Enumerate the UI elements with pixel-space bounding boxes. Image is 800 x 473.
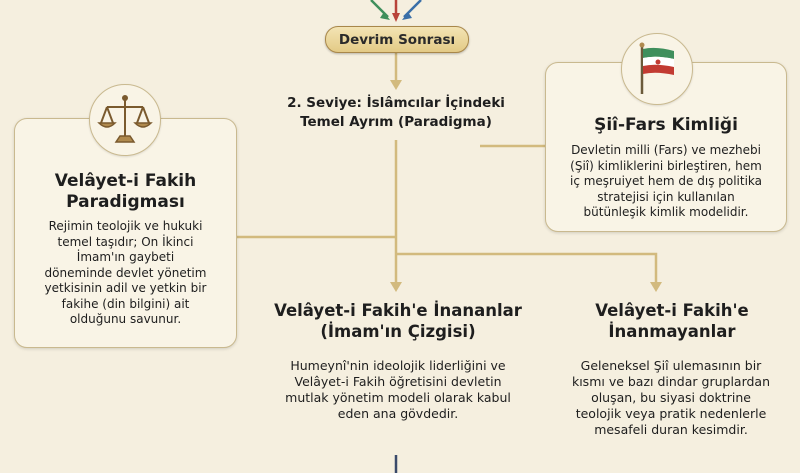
body-line: Velâyet-i Fakih öğretisini devletin — [294, 374, 502, 389]
card-title-line-1: Velâyet-i Fakih — [54, 171, 197, 191]
card-title: Şiî-Fars Kimliği — [594, 115, 738, 135]
title-line-2: (İmam'ın Çizgisi) — [320, 322, 476, 341]
body-line: olduğunu savunur. — [69, 312, 182, 326]
body-line: iç meşruiyet hem de dış politika — [569, 174, 763, 188]
body-line: Rejimin teolojik ve hukuki — [48, 219, 203, 233]
body-line: Geleneksel Şiî ulemasının bir — [580, 358, 762, 373]
body-line: oluşan, bu siyasi doktrine — [591, 390, 751, 405]
body-line: mesafeli duran kesimdir. — [594, 422, 748, 437]
card-body — [554, 143, 778, 221]
body-line: Humeynî'nin ideolojik liderliğini ve — [290, 358, 506, 373]
title-line-2: İnanmayanlar — [608, 322, 736, 341]
card-title-line-2: Paradigması — [66, 192, 185, 212]
badge-label: Devrim Sonrası — [338, 31, 456, 48]
body-line: eden ana gövdedir. — [337, 406, 459, 421]
card-title — [15, 171, 236, 213]
body-line: döneminde devlet yönetim — [44, 265, 207, 280]
body-line: temel taşıdır; On İkinci — [57, 234, 194, 249]
body-line: yetkisinin adil ve yetkin bir — [44, 281, 207, 295]
body-line: stratejisi için kullanılan — [597, 189, 735, 204]
body-line: İmam'ın gaybeti — [76, 250, 175, 264]
iran-flag-icon — [621, 33, 693, 105]
level-line-2: Temel Ayrım (Paradigma) — [300, 114, 492, 130]
body-line: Devletin milli (Fars) ve mezhebi — [571, 143, 761, 157]
devrim-sonrasi-badge — [325, 26, 469, 53]
nonbelievers-title — [572, 300, 772, 342]
title-line-1: Velâyet-i Fakih'e İnananlar — [274, 301, 522, 320]
body-line: (Şiî) kimliklerini birleştiren, hem — [570, 158, 762, 173]
level-heading — [262, 94, 530, 132]
believers-description — [270, 358, 526, 422]
body-line: bütünleşik kimlik modelidir. — [583, 205, 749, 219]
level-line-1: 2. Seviye: İslâmcılar İçindeki — [287, 95, 505, 111]
scales-of-justice-icon — [89, 84, 161, 156]
card-body — [23, 219, 228, 328]
title-line-1: Velâyet-i Fakih'e — [595, 301, 749, 320]
body-line: teolojik veya pratik nedenlerle — [575, 406, 767, 421]
body-line: kısmı ve bazı dindar gruplardan — [571, 374, 771, 389]
body-line: mutlak yönetim modeli olarak kabul — [285, 390, 511, 405]
body-line: fakihe (din bilgini) ait — [61, 296, 190, 311]
believers-title — [268, 300, 528, 342]
nonbelievers-description — [560, 358, 782, 438]
